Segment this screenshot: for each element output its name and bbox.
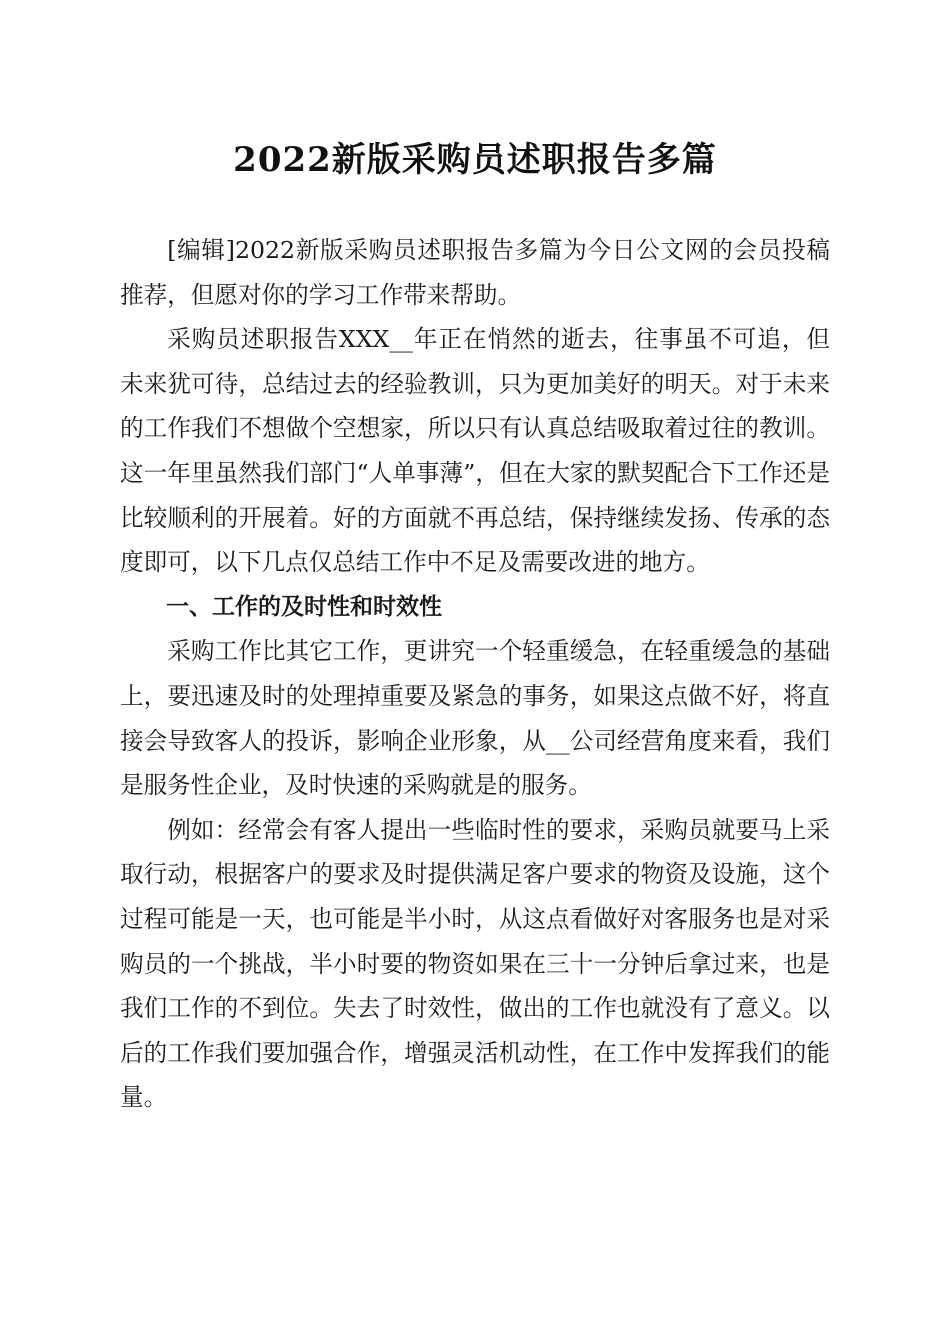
paragraph-timeliness: 采购工作比其它工作，更讲究一个轻重缓急，在轻重缓急的基础上，要迅速及时的处理掉重要及紧急的事务，如果这点做不好，将直接会导致客人的投诉，影响企业形象，从__公司经营角度来看，我们是服务性企业，及时快速的采购就是的服务。 <box>120 637 830 800</box>
paragraph-example: 例如：经常会有客人提出一些临时性的要求，采购员就要马上采取行动，根据客户的要求及时提供满足客户要求的物资及设施，这个过程可能是一天，也可能是半小时，从这点看做好对客服务也是对采购员的一个挑战，半小时要的物资如果在三十一分钟后拿过来，也是我们工作的不到位。失去了时效性，做出的工作也就没有了意义。以后的工作我们要加强合作，增强灵活机动性，在工作中发挥我们的能量。 <box>120 815 830 1112</box>
document-title: 2022新版采购员述职报告多篇 <box>233 140 717 180</box>
paragraph-intro: [编辑]2022新版采购员述职报告多篇为今日公文网的会员投稿推荐，但愿对你的学习工作带来帮助。 <box>120 236 830 309</box>
section-heading-timeliness: 一、工作的及时性和时效性 <box>166 593 442 620</box>
paragraph-report-opening: 采购员述职报告XXX__年正在悄然的逝去，往事虽不可追，但未来犹可待，总结过去的经验教训，只为更加美好的明天。对于未来的工作我们不想做个空想家，所以只有认真总结吸取着过往的教训。这一年里虽然我们部门“人单事薄”，但在大家的默契配合下工作还是比较顺利的开展着。好的方面就不再总结，保持继续发扬、传承的态度即可，以下几点仅总结工作中不足及需要改进的地方。 <box>120 325 830 577</box>
document-body <box>120 228 830 1120</box>
